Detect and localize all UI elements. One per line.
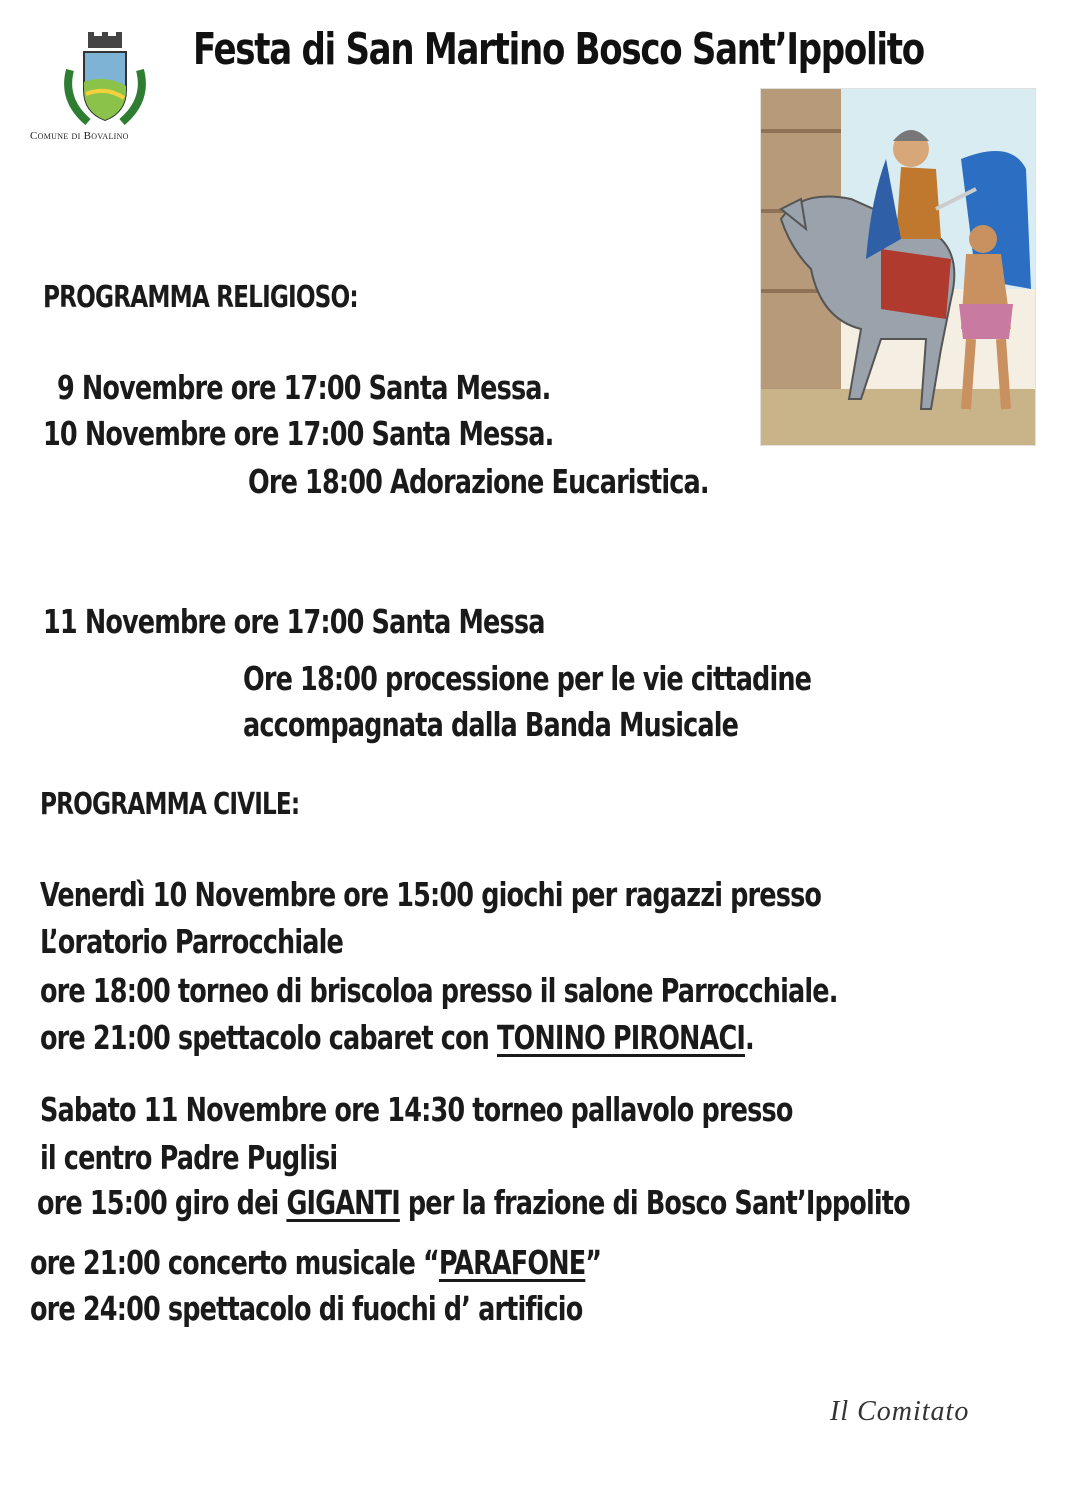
schedule-line: [30, 1243, 601, 1282]
schedule-text: ore 21:00 concerto musicale “: [30, 1243, 439, 1282]
schedule-line: accompagnata dalla Banda Musicale: [243, 705, 739, 744]
religious-program-heading: PROGRAMMA RELIGIOSO:: [43, 280, 358, 315]
page-title: Festa di San Martino Bosco Sant’Ippolito: [193, 24, 924, 75]
logo-caption: Comune di Bovalino: [30, 130, 129, 142]
schedule-text: ore 15:00 giro dei: [37, 1183, 287, 1222]
committee-signature: Il Comitato: [830, 1396, 970, 1427]
schedule-line: Sabato 11 Novembre ore 14:30 torneo pallavolo presso: [40, 1090, 793, 1129]
schedule-text: .: [744, 1018, 754, 1057]
schedule-line: Ore 18:00 processione per le vie cittadine: [243, 659, 812, 698]
schedule-line: 10 Novembre ore 17:00 Santa Messa.: [43, 414, 554, 453]
schedule-line: Ore 18:00 Adorazione Eucaristica.: [248, 462, 709, 501]
schedule-line: 9 Novembre ore 17:00 Santa Messa.: [57, 368, 551, 407]
schedule-text: per la frazione di Bosco Sant’Ippolito: [399, 1183, 910, 1222]
schedule-line: il centro Padre Puglisi: [40, 1138, 338, 1177]
schedule-text: ore 21:00 spettacolo cabaret con: [40, 1018, 498, 1057]
schedule-line: Venerdì 10 Novembre ore 15:00 giochi per ragazzi presso: [40, 875, 822, 914]
schedule-line: ore 24:00 spettacolo di fuochi d’ artificio: [30, 1289, 583, 1328]
schedule-line: [37, 1183, 910, 1222]
saint-martin-illustration: [760, 88, 1036, 446]
schedule-line: L’oratorio Parrocchiale: [40, 922, 343, 961]
civil-program-heading: PROGRAMMA CIVILE:: [40, 787, 300, 822]
band-name: PARAFONE: [438, 1243, 586, 1282]
schedule-line: [40, 1018, 754, 1057]
schedule-line: ore 18:00 torneo di briscoloa presso il salone Parrocchiale.: [40, 971, 838, 1010]
schedule-text: ”: [585, 1243, 602, 1282]
performer-name: TONINO PIRONACI: [497, 1018, 745, 1057]
event-name: GIGANTI: [286, 1183, 400, 1222]
schedule-line: 11 Novembre ore 17:00 Santa Messa: [43, 602, 545, 641]
